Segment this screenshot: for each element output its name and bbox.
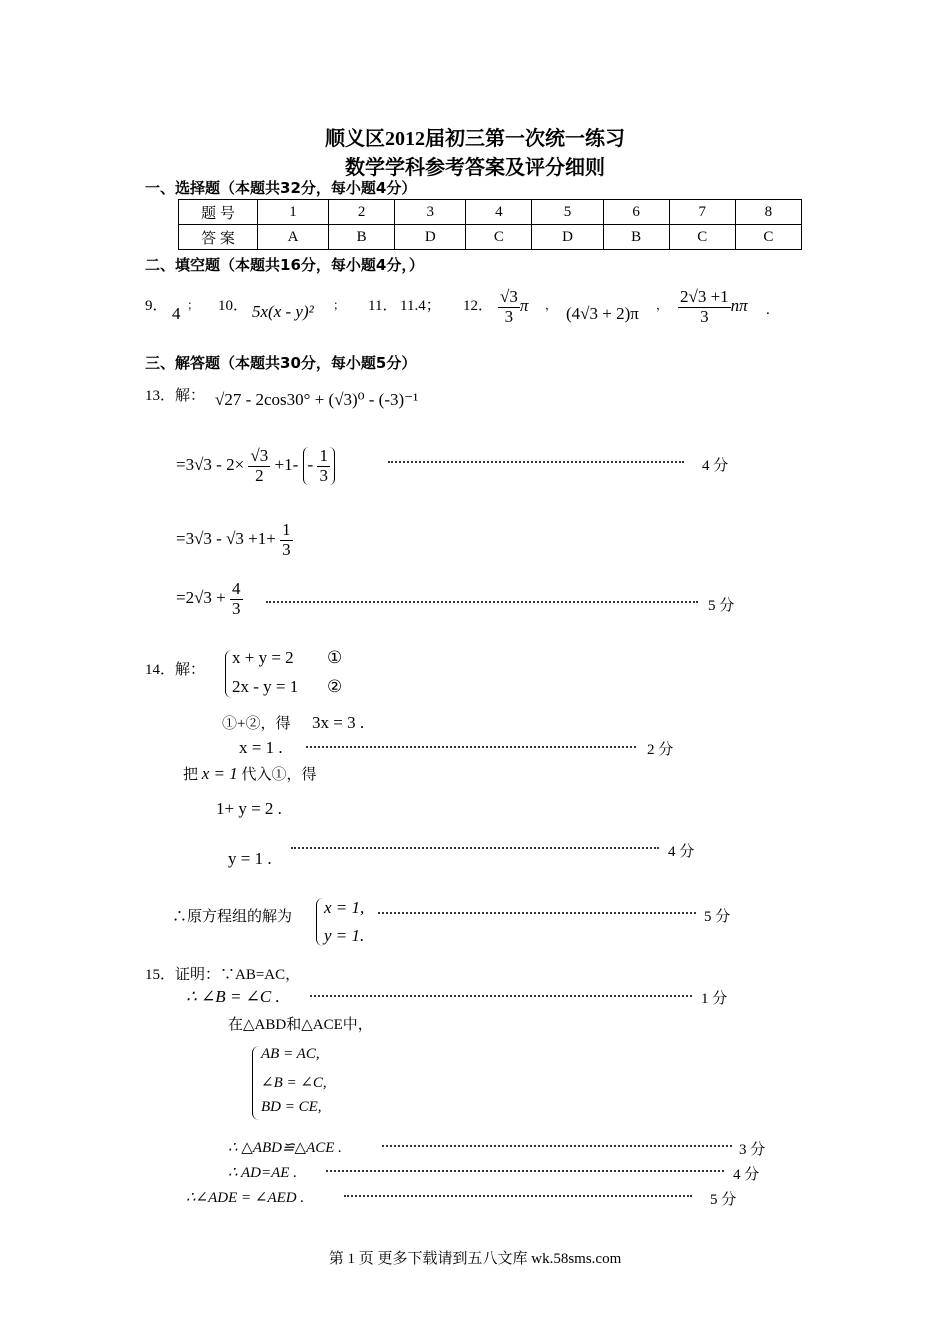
step-text: =3√3 - 2× — [176, 455, 245, 475]
q15-line2: 在△ABD和△ACE中， — [228, 1017, 373, 1033]
step-text: 把 — [183, 767, 199, 783]
q14-step5: y = 1 . — [228, 849, 272, 868]
solution-brace — [316, 898, 323, 946]
q14-step1-expr: 3x = 3 . — [312, 713, 365, 732]
condition-2: ∠B = ∠C, — [261, 1075, 327, 1091]
table-cell: B — [329, 225, 395, 250]
q13-label: 13．解： — [145, 388, 206, 404]
q9-answer: 4 — [172, 304, 181, 323]
q14-step3 — [183, 763, 317, 784]
dot-leader — [291, 847, 659, 849]
q12-answer-c — [678, 288, 748, 326]
dot-leader — [326, 1170, 724, 1172]
dot-leader — [310, 995, 692, 997]
score: 5 分 — [704, 909, 731, 925]
step-text: =2√3 + — [176, 588, 226, 608]
table-cell: A — [258, 225, 329, 250]
fraction-denominator: 2 — [255, 465, 264, 485]
score: 5 分 — [708, 598, 735, 614]
table-cell: 3 — [395, 200, 466, 225]
score: 4 分 — [733, 1167, 760, 1183]
q14-step4: 1+ y = 2 . — [216, 799, 282, 818]
table-cell: 4 — [466, 200, 532, 225]
section-fill-heading: 二、填空题（本题共16分，每小题4分，） — [145, 256, 424, 274]
equation-mark: ② — [327, 677, 343, 696]
fraction-denominator: 3 — [232, 598, 241, 618]
table-row — [179, 200, 802, 225]
fraction-denominator: 3 — [319, 465, 328, 485]
table-cell: D — [532, 225, 603, 250]
fraction-numerator: 4 — [232, 579, 241, 598]
table-cell: 5 — [532, 200, 603, 225]
score: 3 分 — [739, 1142, 766, 1158]
page-title: 顺义区2012届初三第一次统一练习 — [325, 128, 625, 150]
table-cell: D — [395, 225, 466, 250]
system-brace — [225, 650, 232, 698]
table-row — [179, 225, 802, 250]
step-text: 代入①，得 — [241, 767, 317, 783]
q11-answer: 11.4； — [400, 298, 441, 314]
pi-symbol: π — [519, 296, 529, 316]
solution-x: x = 1, — [324, 898, 365, 917]
table-cell: 6 — [603, 200, 669, 225]
page-subtitle: 数学学科参考答案及评分细则 — [345, 157, 605, 179]
separator: ； — [187, 298, 200, 312]
fraction-numerator: √3 — [250, 446, 269, 465]
dot-leader — [266, 601, 698, 603]
step-expr: x = 1 — [201, 764, 238, 783]
dot-leader — [388, 461, 684, 463]
q13-step1 — [176, 447, 335, 485]
q13-step2 — [176, 521, 293, 559]
score: 4 分 — [702, 458, 729, 474]
q15-line4: ∴ AD=AE . — [228, 1165, 297, 1181]
condition-1: AB = AC, — [261, 1046, 320, 1062]
q15-line1: ∴ ∠B = ∠C . — [186, 987, 280, 1006]
table-cell: C — [735, 225, 801, 250]
q13-expression: √27 - 2cos30° + (√3)⁰ - (-3)⁻¹ — [215, 390, 419, 409]
dot-leader — [378, 912, 696, 914]
n-pi: nπ — [730, 296, 748, 316]
period: . — [766, 302, 770, 318]
step-text: =3√3 - √3 +1+ — [176, 529, 276, 549]
q15-label: 15．证明：∵AB=AC， — [145, 967, 301, 983]
row-header: 答 案 — [179, 225, 258, 250]
fraction-numerator: 1 — [319, 446, 328, 465]
q9-number: 9． — [145, 298, 168, 314]
step-text: +1- — [274, 455, 299, 475]
q10-number: 10． — [218, 298, 249, 314]
score: 2 分 — [647, 742, 674, 758]
comma: ， — [545, 298, 558, 312]
section-choice-heading: 一、选择题（本题共32分，每小题4分） — [145, 179, 417, 197]
score: 5 分 — [710, 1192, 737, 1208]
fraction-numerator: √3 — [500, 287, 518, 306]
score: 4 分 — [668, 844, 695, 860]
solution-y: y = 1. — [324, 926, 365, 945]
q15-line5: ∴∠ADE = ∠AED . — [186, 1190, 305, 1206]
q13-step3 — [176, 580, 243, 618]
q10-answer: 5x(x - y)² — [252, 302, 314, 321]
dot-leader — [344, 1195, 692, 1197]
fraction-denominator: 3 — [700, 306, 709, 326]
q15-line3: ∴ △ABD≌△ACE . — [228, 1140, 342, 1156]
condition-brace — [252, 1046, 259, 1120]
score: 1 分 — [701, 991, 728, 1007]
parenthesized-term — [303, 447, 335, 485]
q12-answer-b: (4√3 + 2)π — [566, 304, 639, 323]
dot-leader — [382, 1145, 732, 1147]
fraction-numerator: 2√3 +1 — [680, 287, 729, 306]
q11-number: 11． — [368, 298, 398, 314]
q14-label: 14．解： — [145, 662, 206, 678]
equation-mark: ① — [327, 648, 343, 667]
separator: ； — [333, 298, 346, 312]
table-cell: C — [466, 225, 532, 250]
section-solve-heading: 三、解答题（本题共30分，每小题5分） — [145, 354, 417, 372]
q14-step2: x = 1 . — [239, 738, 283, 757]
table-cell: 7 — [669, 200, 735, 225]
equation-1: x + y = 2 — [232, 648, 294, 667]
q14-step1: ①+②，得 — [222, 716, 291, 732]
fraction-denominator: 3 — [282, 539, 291, 559]
comma: ， — [656, 298, 669, 312]
table-cell: 2 — [329, 200, 395, 225]
answer-table — [178, 199, 802, 250]
q14-conclusion: ∴原方程组的解为 — [172, 909, 293, 925]
equation-2: 2x - y = 1 — [232, 677, 299, 696]
fraction-denominator: 3 — [504, 306, 514, 326]
q12-number: 12． — [463, 298, 494, 314]
minus-sign: - — [307, 455, 314, 475]
table-cell: 8 — [735, 200, 801, 225]
fraction-numerator: 1 — [282, 520, 291, 539]
table-cell: B — [603, 225, 669, 250]
row-header: 题 号 — [179, 200, 258, 225]
page-footer: 第 1 页 更多下载请到五八文库 wk.58sms.com — [328, 1251, 622, 1267]
condition-3: BD = CE, — [261, 1099, 322, 1115]
table-cell: 1 — [258, 200, 329, 225]
dot-leader — [306, 746, 636, 748]
q12-answer-a — [498, 288, 528, 326]
table-cell: C — [669, 225, 735, 250]
